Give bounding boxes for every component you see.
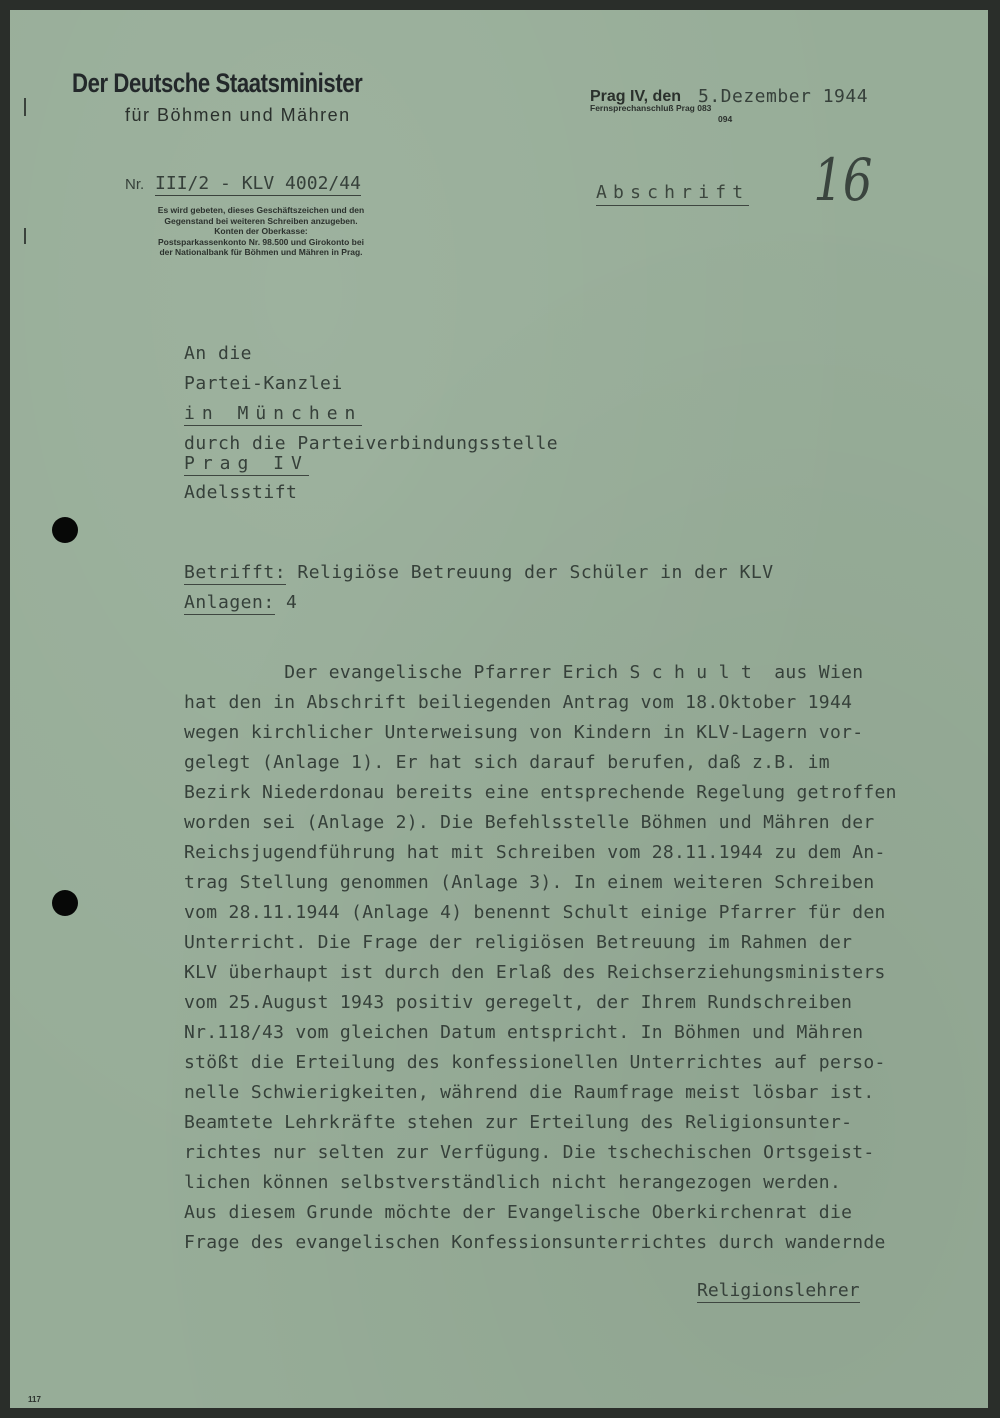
body-line: lichen können selbstverständlich nicht herangezogen werden. xyxy=(184,1172,842,1193)
smallprint-line: Konten der Oberkasse: xyxy=(214,226,308,236)
body-line: worden sei (Anlage 2). Die Befehlsstelle Böhmen und Mähren der xyxy=(184,812,875,833)
body-line: Reichsjugendführung hat mit Schreiben vom 28.11.1944 zu dem An- xyxy=(184,842,886,863)
margin-tick xyxy=(24,228,26,244)
address-line-5 xyxy=(184,453,309,474)
place-label: Prag IV, den xyxy=(590,88,681,105)
address-line-3 xyxy=(184,403,362,424)
subject-text: Religiöse Betreuung der Schüler in der KLV xyxy=(297,562,774,583)
address-city: in München xyxy=(184,403,363,424)
catchword-text: Religionslehrer xyxy=(697,1280,860,1301)
punch-hole xyxy=(52,890,78,916)
phone-line: Fernsprechanschluß Prag 083 xyxy=(590,103,712,113)
address-line-6: Adelsstift xyxy=(184,482,298,503)
body-line: Beamtete Lehrkräfte stehen zur Erteilung des Religionsunter- xyxy=(184,1112,853,1133)
body-line: richtes nur selten zur Verfügung. Die tschechischen Ortsgeist- xyxy=(184,1142,875,1163)
body-line: vom 28.11.1944 (Anlage 4) benennt Schult einige Pfarrer für den xyxy=(184,902,886,923)
body-line: Der evangelische Pfarrer Erich S c h u l t aus Wien xyxy=(184,662,864,683)
body-line: Bezirk Niederdonau bereits eine entsprechende Regelung getroffen xyxy=(184,782,897,803)
body-line: Nr.118/43 vom gleichen Datum entspricht. In Böhmen und Mähren xyxy=(184,1022,864,1043)
phone-line-2: 094 xyxy=(718,114,733,124)
footer-number: 117 xyxy=(28,1395,41,1404)
handwritten-number: 16 xyxy=(813,146,873,214)
reference-label: Nr. xyxy=(125,176,145,193)
body-line: Aus diesem Grunde möchte der Evangelische Oberkirchenrat die xyxy=(184,1202,853,1223)
address-line-4: durch die Parteiverbindungsstelle xyxy=(184,433,559,454)
reference-number xyxy=(125,173,361,194)
body-line: nelle Schwierigkeiten, während die Raumfrage meist lösbar ist. xyxy=(184,1082,875,1103)
smallprint-line: der Nationalbank für Böhmen und Mähren in Prag. xyxy=(159,247,363,257)
letter-body xyxy=(184,658,974,1258)
body-line: vom 25.August 1943 positiv geregelt, der Ihrem Rundschreiben xyxy=(184,992,853,1013)
letterhead-title: Der Deutsche Staatsminister xyxy=(72,68,363,98)
body-line: Unterricht. Die Frage der religiösen Betreuung im Rahmen der xyxy=(184,932,853,953)
punch-hole xyxy=(52,517,78,543)
smallprint-block xyxy=(125,205,397,258)
margin-tick xyxy=(24,98,26,116)
body-line: wegen kirchlicher Unterweisung von Kindern in KLV-Lagern vor- xyxy=(184,722,864,743)
letterhead-subtitle: für Böhmen und Mähren xyxy=(125,105,351,125)
body-line: hat den in Abschrift beiliegenden Antrag vom 18.Oktober 1944 xyxy=(184,692,853,713)
catchword xyxy=(697,1280,860,1301)
address-line-1: An die xyxy=(184,343,253,364)
smallprint-line: Gegenstand bei weiteren Schreiben anzugeben. xyxy=(164,215,358,226)
attachments-label: Anlagen: xyxy=(184,592,275,613)
copy-marking: Abschrift xyxy=(596,182,749,206)
address-line-2: Partei-Kanzlei xyxy=(184,373,343,394)
body-line: Frage des evangelischen Konfessionsunterrichtes durch wandernde xyxy=(184,1232,886,1253)
body-line: stößt die Erteilung des konfessionellen Unterrichtes auf perso- xyxy=(184,1052,886,1073)
subject-line xyxy=(184,562,774,583)
attachments-line xyxy=(184,592,297,613)
body-line: gelegt (Anlage 1). Er hat sich darauf berufen, daß z.B. im xyxy=(184,752,830,773)
reference-value: III/2 - KLV 4002/44 xyxy=(155,173,361,194)
address-prag: Prag IV xyxy=(184,453,309,474)
letter-date: 5.Dezember 1944 xyxy=(698,86,869,107)
smallprint-line: Es wird gebeten, dieses Geschäftszeichen und den xyxy=(157,205,365,215)
attachments-count: 4 xyxy=(286,592,298,613)
body-line: KLV überhaupt ist durch den Erlaß des Reichserziehungsministers xyxy=(184,962,886,983)
subject-label: Betrifft: xyxy=(184,562,287,583)
body-line: trag Stellung genommen (Anlage 3). In einem weiteren Schreiben xyxy=(184,872,875,893)
document-page xyxy=(10,10,988,1408)
smallprint-line: Postsparkassenkonto Nr. 98.500 und Girokonto bei xyxy=(158,236,364,247)
